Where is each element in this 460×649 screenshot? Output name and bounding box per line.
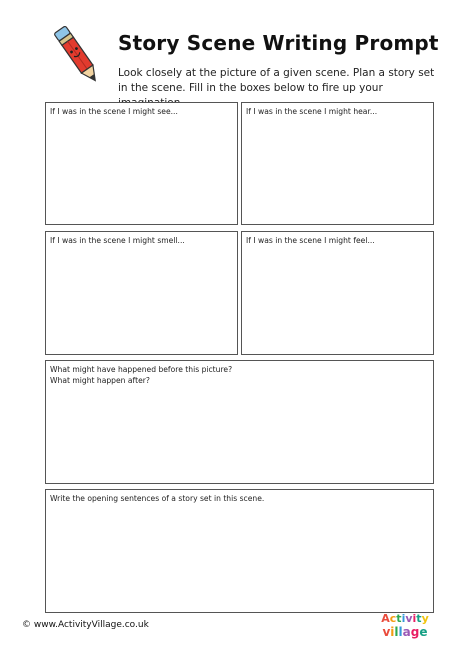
logo-letter: l	[394, 625, 399, 639]
box-label-before-after: What might have happened before this picture? What might happen after?	[50, 365, 233, 385]
box-before-after[interactable]	[45, 360, 434, 484]
logo-letter: v	[405, 612, 413, 625]
logo-line1	[370, 612, 440, 625]
logo-letter: g	[410, 625, 420, 639]
box-label-see: If I was in the scene I might see...	[50, 107, 178, 116]
activity-village-logo	[370, 612, 440, 642]
instructions-text: Look closely at the picture of a given scene. Plan a story set in the scene. Fill in the boxes below to fire up your	[118, 67, 435, 94]
pencil-icon	[50, 26, 106, 86]
logo-letter: i	[390, 625, 395, 639]
logo-letter: i	[412, 612, 417, 625]
box-might-hear[interactable]	[241, 102, 434, 225]
box-opening-sentences[interactable]	[45, 489, 434, 613]
logo-letter: e	[419, 625, 428, 639]
box-might-see[interactable]	[45, 102, 238, 225]
page-title: Story Scene Writing Prompt	[118, 31, 439, 55]
logo-line2	[370, 625, 440, 639]
footer-url[interactable]: © www.ActivityVillage.co.uk	[22, 620, 149, 630]
logo-letter: a	[402, 625, 411, 639]
box-might-smell[interactable]	[45, 231, 238, 355]
box-label-smell: If I was in the scene I might smell...	[50, 236, 185, 245]
box-might-feel[interactable]	[241, 231, 434, 355]
box-label-hear: If I was in the scene I might hear...	[246, 107, 378, 116]
box-label-feel: If I was in the scene I might feel...	[246, 236, 375, 245]
logo-letter: A	[381, 612, 390, 625]
logo-letter: v	[382, 625, 391, 639]
box-label-opening: Write the opening sentences of a story set in this scene.	[50, 494, 265, 503]
logo-letter: t	[416, 612, 422, 625]
logo-letter: t	[396, 612, 402, 625]
logo-letter: i	[401, 612, 406, 625]
logo-letter: y	[421, 612, 429, 625]
logo-letter: c	[389, 612, 397, 625]
logo-letter: l	[398, 625, 403, 639]
